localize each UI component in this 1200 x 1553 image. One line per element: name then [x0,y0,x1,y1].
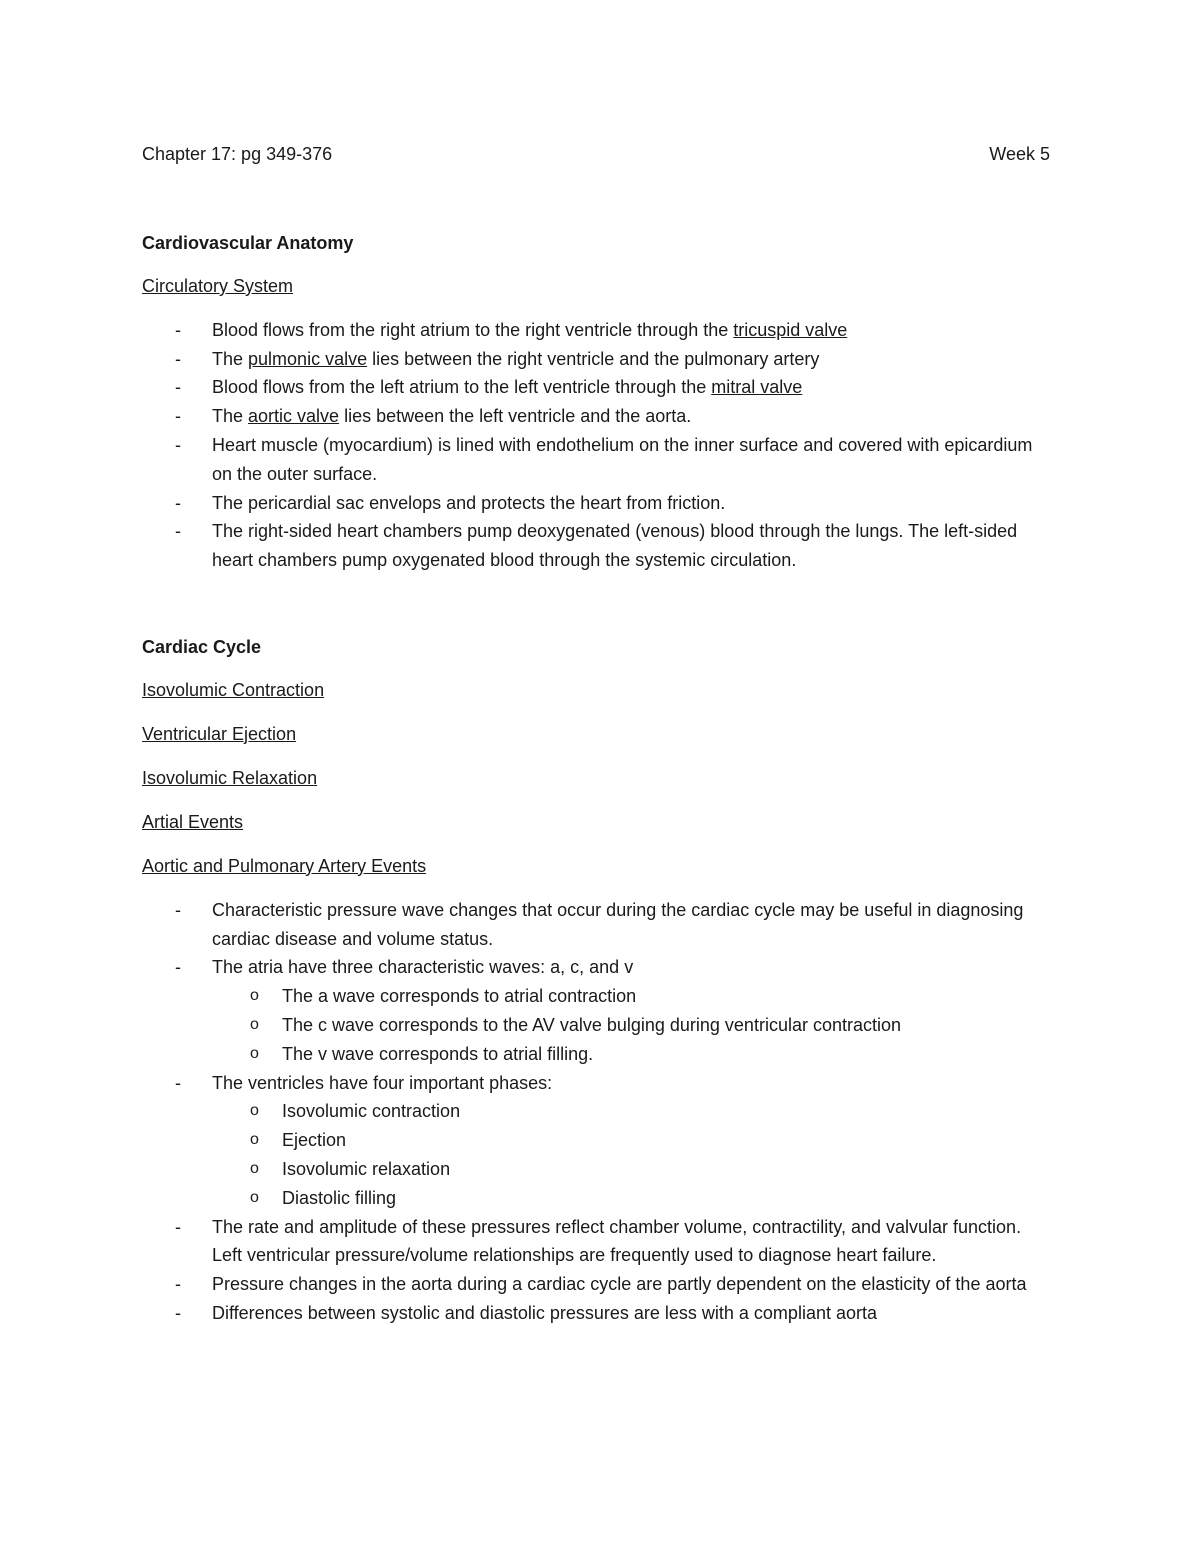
list-item: - The atria have three characteristic waves: a, c, and v o The a wave corresponds to atrial contraction o The c wave corresponds to the AV valve bulging during ventricular contraction o The v wave corresponds to atrial filling. [142,953,1050,1068]
sub-list-item: o The a wave corresponds to atrial contraction [212,982,1050,1011]
subheading-isovolumic-contraction: Isovolumic Contraction [142,679,325,700]
week-label: Week 5 [989,144,1050,164]
subheading-ventricular-ejection: Ventricular Ejection [142,723,297,744]
sub-list-item: o The v wave corresponds to atrial filling. [212,1040,1050,1069]
list-item: - Blood flows from the right atrium to the right ventricle through the tricuspid valve [142,316,1050,345]
subheading-circulatory-system: Circulatory System [142,275,294,296]
bullet-marker: o [250,1102,259,1120]
subheading-isovolumic-relaxation: Isovolumic Relaxation [142,767,318,788]
bullet-marker: o [250,1131,259,1149]
list-item: - Differences between systolic and diastolic pressures are less with a compliant aorta [142,1299,1050,1328]
list-item: - The rate and amplitude of these pressures reflect chamber volume, contractility, and valvular function. Left ventricular pressure/volume relationships are frequently used to diagnose heart failure. [142,1213,1050,1271]
term-pulmonic-valve: pulmonic valve [248,348,368,369]
bullet-marker: o [250,987,259,1005]
dash-marker: - [175,899,181,920]
sub-list-item: o Isovolumic relaxation [212,1155,1050,1184]
dash-marker: - [175,319,181,340]
dash-marker: - [175,1072,181,1093]
dash-marker: - [175,1216,181,1237]
bullet-marker: o [250,1159,259,1177]
atrial-waves-list [212,982,1050,1068]
dash-marker: - [175,434,181,455]
dash-marker: - [175,1302,181,1323]
cardiac-cycle-list [142,896,1050,1328]
bullet-marker: o [250,1044,259,1062]
dash-marker: - [175,957,181,978]
page-header [142,140,1050,170]
list-item: - The pulmonic valve lies between the right ventricle and the pulmonary artery [142,345,1050,374]
anatomy-list [142,316,1050,575]
subheading-artial-events: Artial Events [142,811,244,832]
dash-marker: - [175,492,181,513]
bullet-marker: o [250,1188,259,1206]
term-aortic-valve: aortic valve [248,406,340,427]
list-item: - Pressure changes in the aorta during a cardiac cycle are partly dependent on the elasticity of the aorta [142,1270,1050,1299]
list-item: - Blood flows from the left atrium to the left ventricle through the mitral valve [142,373,1050,402]
sub-list-item: o The c wave corresponds to the AV valve bulging during ventricular contraction [212,1011,1050,1040]
list-item: - The aortic valve lies between the left ventricle and the aorta. [142,402,1050,431]
chapter-label: Chapter 17: pg 349-376 [142,144,333,164]
list-item: - The ventricles have four important phases: o Isovolumic contraction o Ejection o Isovolumic relaxation o Diastolic filling [142,1069,1050,1213]
dash-marker: - [175,377,181,398]
list-item: - Heart muscle (myocardium) is lined with endothelium on the inner surface and covered with epicardium on the outer surface. [142,431,1050,489]
dash-marker: - [175,1274,181,1295]
section-title-anatomy: Cardiovascular Anatomy [142,233,354,253]
term-mitral-valve: mitral valve [711,377,803,398]
section-title-cardiac-cycle: Cardiac Cycle [142,636,262,657]
list-item: - The right-sided heart chambers pump deoxygenated (venous) blood through the lungs. The left-sided heart chambers pump oxygenated blood through the systemic circulation. [142,517,1050,575]
list-item: - The pericardial sac envelops and protects the heart from friction. [142,489,1050,518]
ventricle-phases-list [212,1097,1050,1212]
dash-marker: - [175,348,181,369]
term-tricuspid-valve: tricuspid valve [733,319,848,340]
dash-marker: - [175,406,181,427]
sub-list-item: o Ejection [212,1126,1050,1155]
sub-list-item: o Isovolumic contraction [212,1097,1050,1126]
sub-list-item: o Diastolic filling [212,1184,1050,1213]
subheading-aortic-pulmonary-events: Aortic and Pulmonary Artery Events [142,855,427,876]
dash-marker: - [175,521,181,542]
list-item: - Characteristic pressure wave changes that occur during the cardiac cycle may be useful in diagnosing cardiac disease and volume status. [142,896,1050,954]
bullet-marker: o [250,1015,259,1033]
